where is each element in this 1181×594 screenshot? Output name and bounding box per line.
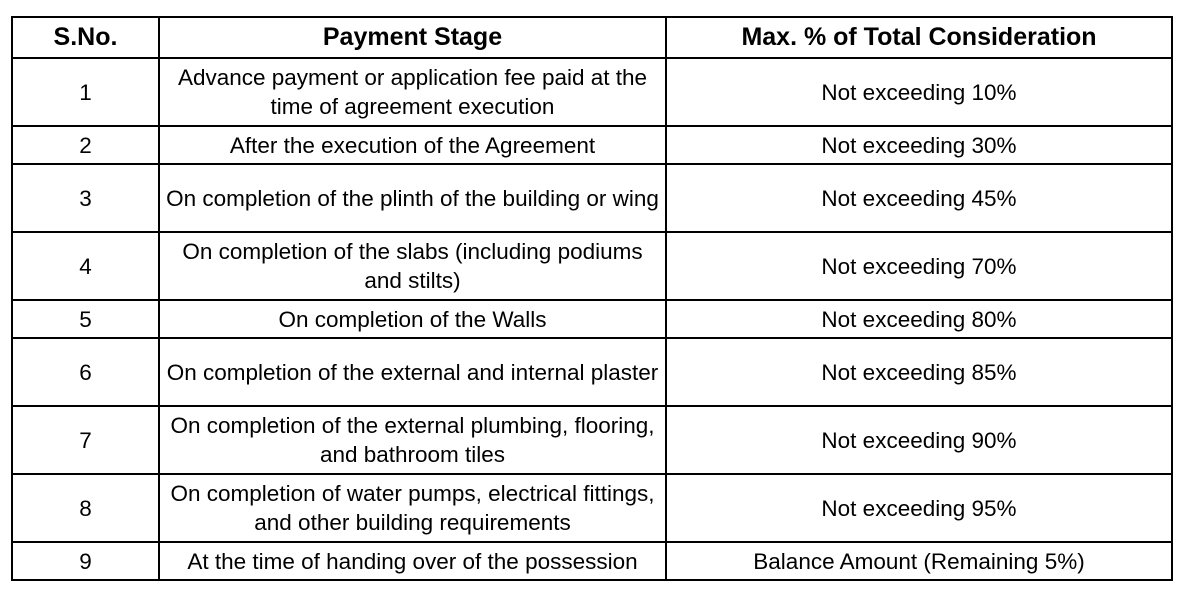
- table-row: [12, 126, 1172, 164]
- cell-stage: On completion of the plinth of the building or wing: [159, 164, 666, 232]
- cell-sno: 1: [12, 58, 159, 126]
- cell-sno: 2: [12, 126, 159, 164]
- cell-sno: 9: [12, 542, 159, 580]
- payment-schedule-table: [11, 16, 1173, 581]
- cell-sno: 4: [12, 232, 159, 300]
- cell-max: Balance Amount (Remaining 5%): [666, 542, 1172, 580]
- cell-max: Not exceeding 70%: [666, 232, 1172, 300]
- cell-sno: 6: [12, 338, 159, 406]
- cell-stage: On completion of the slabs (including podiums and stilts): [159, 232, 666, 300]
- cell-sno: 8: [12, 474, 159, 542]
- cell-max: Not exceeding 30%: [666, 126, 1172, 164]
- table-row: [12, 542, 1172, 580]
- cell-stage: At the time of handing over of the possession: [159, 542, 666, 580]
- cell-max: Not exceeding 85%: [666, 338, 1172, 406]
- table-row: [12, 474, 1172, 542]
- cell-stage: On completion of the external and internal plaster: [159, 338, 666, 406]
- cell-sno: 5: [12, 300, 159, 338]
- cell-stage: On completion of the Walls: [159, 300, 666, 338]
- table-row: [12, 338, 1172, 406]
- cell-stage: On completion of water pumps, electrical fittings, and other building requirements: [159, 474, 666, 542]
- cell-max: Not exceeding 90%: [666, 406, 1172, 474]
- cell-sno: 7: [12, 406, 159, 474]
- table-row: [12, 58, 1172, 126]
- cell-stage: On completion of the external plumbing, flooring, and bathroom tiles: [159, 406, 666, 474]
- cell-max: Not exceeding 80%: [666, 300, 1172, 338]
- header-max-percent: Max. % of Total Consideration: [666, 17, 1172, 58]
- header-payment-stage: Payment Stage: [159, 17, 666, 58]
- cell-stage: Advance payment or application fee paid at the time of agreement execution: [159, 58, 666, 126]
- cell-max: Not exceeding 10%: [666, 58, 1172, 126]
- cell-sno: 3: [12, 164, 159, 232]
- header-sno: S.No.: [12, 17, 159, 58]
- table-row: [12, 164, 1172, 232]
- table-row: [12, 232, 1172, 300]
- cell-stage: After the execution of the Agreement: [159, 126, 666, 164]
- table-header-row: [12, 17, 1172, 58]
- table-row: [12, 300, 1172, 338]
- table-row: [12, 406, 1172, 474]
- cell-max: Not exceeding 45%: [666, 164, 1172, 232]
- cell-max: Not exceeding 95%: [666, 474, 1172, 542]
